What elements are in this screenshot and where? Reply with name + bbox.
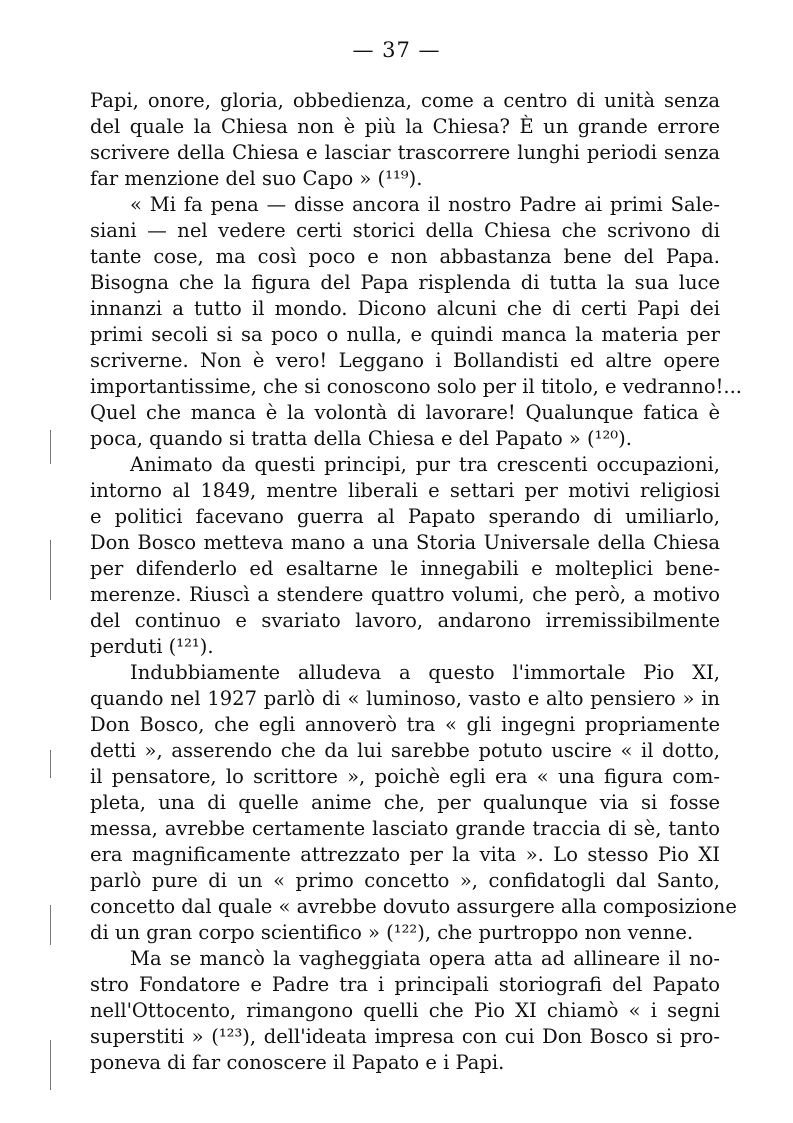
text-line: poca, quando si tratta della Chiesa e del Papato » (¹²⁰). [90,427,632,450]
text-line: poneva di far conoscere il Papato e i Papi. [90,1051,505,1074]
scan-mark [50,750,51,778]
text-line: « Mi fa pena — disse ancora il nostro Padre ai primi Sale- [130,193,720,216]
text-line: merenze. Riuscì a stendere quattro volumi, che però, a motivo [90,583,720,606]
text-line: far menzione del suo Capo » (¹¹⁹). [90,167,423,190]
text-line: e politici facevano guerra al Papato sperando di umiliarlo, [90,505,720,528]
text-line: parlò pure di un « primo concetto », confidatogli dal Santo, [90,869,720,892]
text-line: Ma se mancò la vagheggiata opera atta ad allineare il no- [130,947,720,970]
text-line: Indubbiamente alludeva a questo l'immortale Pio XI, [130,661,720,684]
text-line: innanzi a tutto il mondo. Dicono alcuni che di certi Papi dei [90,297,720,320]
text-line: perduti (¹²¹). [90,635,214,658]
text-line: Don Bosco, che egli annoverò tra « gli ingegni propriamente [90,713,720,736]
text-line: detti », asserendo che da lui sarebbe potuto uscire « il dotto, [90,739,720,762]
text-line: tante cose, ma così poco e non abbastanza bene del Papa. [90,245,720,268]
text-line: del continuo e svariato lavoro, andarono irremissibilmente [90,609,720,632]
text-line: intorno al 1849, mentre liberali e settari per motivi religiosi [90,479,720,502]
text-line: pleta, una di quelle anime che, per qualunque via si fosse [90,791,720,814]
text-line: di un gran corpo scientifico » (¹²²), che purtroppo non venne. [90,921,694,944]
text-line: superstiti » (¹²³), dell'ideata impresa con cui Don Bosco si pro- [90,1025,720,1048]
text-line: Quel che manca è la volontà di lavorare! Qualunque fatica è [90,401,720,424]
text-line: Papi, onore, gloria, obbedienza, come a centro di unità senza [90,89,720,112]
text-line: scrivere della Chiesa e lasciar trascorrere lunghi periodi senza [90,141,720,164]
text-line: concetto dal quale « avrebbe dovuto assurgere alla composizione [90,895,737,918]
text-line: scriverne. Non è vero! Leggano i Bollandisti ed altre opere [90,349,720,372]
text-line: Don Bosco metteva mano a una Storia Universale della Chiesa [90,531,720,554]
text-line: era magnificamente attrezzato per la vita ». Lo stesso Pio XI [90,843,720,866]
text-line: stro Fondatore e Padre tra i principali storiografi del Papato [90,973,720,996]
text-line: Animato da questi principi, pur tra crescenti occupazioni, [130,453,720,476]
scan-mark [50,1040,51,1090]
text-line: Bisogna che la figura del Papa risplenda di tutta la sua luce [90,271,720,294]
text-line: siani — nel vedere certi storici della Chiesa che scrivono di [90,219,720,242]
text-line: messa, avrebbe certamente lasciato grande traccia di sè, tanto [90,817,720,840]
text-line: del quale la Chiesa non è più la Chiesa? È un grande errore [90,115,720,138]
text-line: nell'Ottocento, rimangono quelli che Pio XI chiamò « i segni [90,999,720,1022]
text-line: il pensatore, lo scrittore », poichè egli era « una figura com- [90,765,720,788]
scan-mark [50,905,51,945]
page-number: — 37 — [352,38,441,62]
text-line: primi secoli si sa poco o nulla, e quindi manca la materia per [90,323,720,346]
scan-mark [50,540,51,600]
scan-mark [50,430,51,464]
text-line: per difenderlo ed esaltarne le innegabili e molteplici bene- [90,557,720,580]
text-line: importantissime, che si conoscono solo per il titolo, e vedranno!... [90,375,743,398]
text-line: quando nel 1927 parlò di « luminoso, vasto e alto pensiero » in [90,687,720,710]
